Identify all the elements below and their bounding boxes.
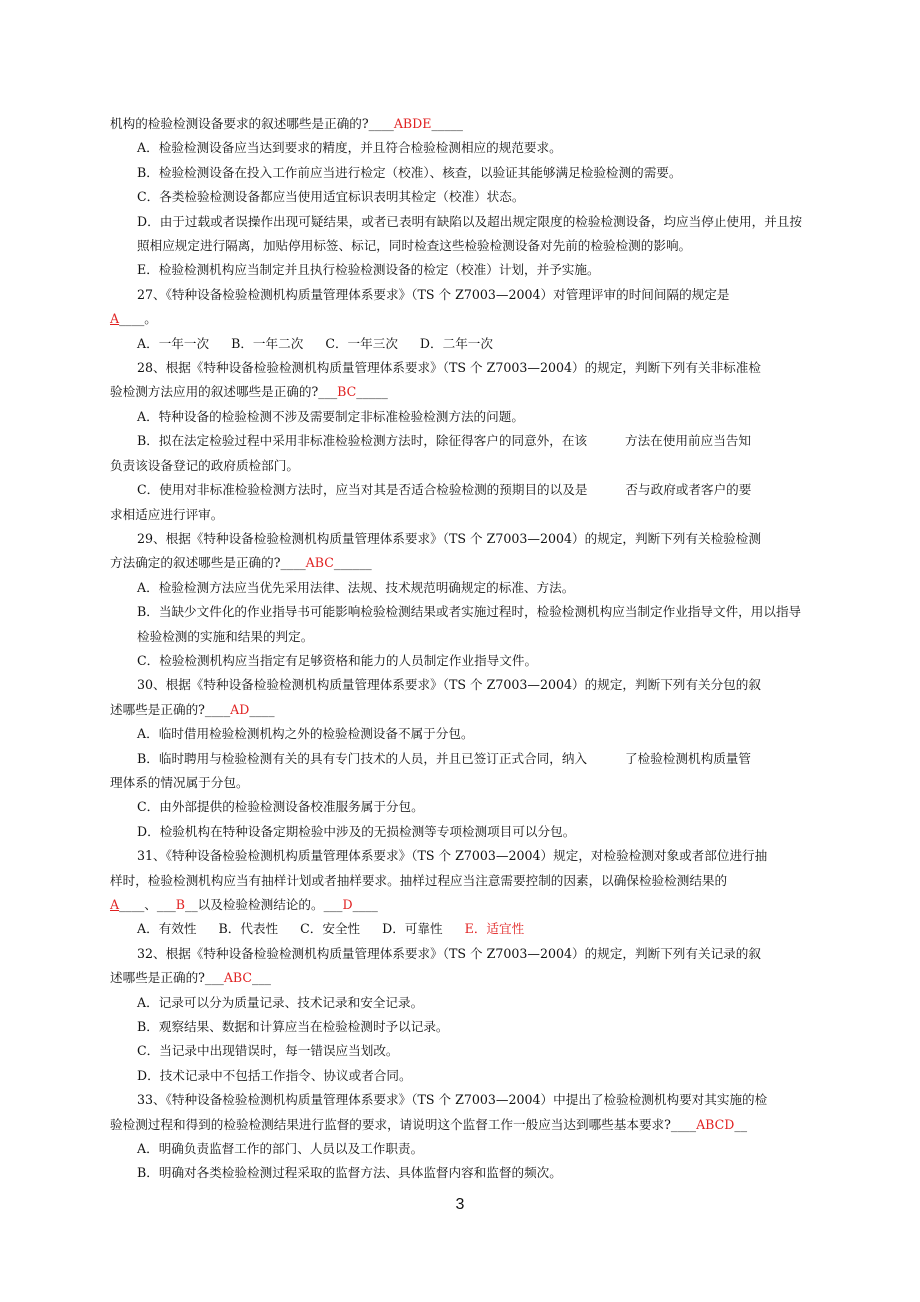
question-33-stem-line2: 验检测过程和得到的检验检测结果进行监督的要求，请说明这个监督工作一般应当达到哪些基本要求?____ABCD__ [110, 1116, 747, 1132]
question-26-option-b: B．检验检测设备在投入工作前应当进行检定（校准）、核查，以验证其能够满足检验检测的需要。 [137, 164, 682, 180]
question-27-answer: A [110, 311, 120, 327]
question-28-option-c-line1: C．使用对非标准检验检测方法时，应当对其是否适合检验检测的预期目的以及是 否与政府或者客户的要 [137, 482, 752, 498]
question-32-option-c: C．当记录中出现错误时，每一错误应当划改。 [137, 1043, 399, 1059]
question-32-answer: ABC [223, 970, 253, 986]
question-29-stem-line1: 29、根据《特种设备检验检测机构质量管理体系要求》（TS 个 Z7003—2004）的规定，判断下列有关检验检测 [137, 530, 761, 546]
question-27-stem: 27、《特种设备检验检测机构质量管理体系要求》（TS 个 Z7003—2004）对管理评审的时间间隔的规定是 [137, 286, 730, 302]
question-30-option-d: D．检验机构在特种设备定期检验中涉及的无损检测等专项检测项目可以分包。 [137, 823, 576, 839]
question-30-stem-line1: 30、根据《特种设备检验检测机构质量管理体系要求》（TS 个 Z7003—2004）的规定，判断下列有关分包的叙 [137, 677, 761, 693]
question-30-stem-line2: 述哪些是正确的?____AD____ [110, 701, 275, 717]
question-31-answer-2: B [175, 897, 186, 912]
question-29-option-c: C．检验检测机构应当指定有足够资格和能力的人员制定作业指导文件。 [137, 652, 538, 668]
question-28-option-a: A．特种设备的检验检测不涉及需要制定非标准检验检测方法的问题。 [137, 408, 524, 424]
question-32-option-b: B．观察结果、数据和计算应当在检验检测时予以记录。 [137, 1019, 449, 1035]
question-30-option-b-line2: 理体系的情况属于分包。 [110, 774, 249, 790]
question-26-option-a: A．检验检测设备应当达到要求的精度，并且符合检验检测相应的规范要求。 [137, 140, 562, 156]
question-30-option-c: C．由外部提供的检验检测设备校准服务属于分包。 [137, 799, 424, 815]
question-29-answer: ABC [305, 555, 334, 571]
document-body [110, 112, 810, 1186]
question-31-answer-line: A____、___B__以及检验检测结论的。___D____ [110, 897, 378, 912]
question-30-option-a: A．临时借用检验检测机构之外的检验检测设备不属于分包。 [137, 726, 474, 742]
question-28-option-c-line2: 求相适应进行评审。 [110, 506, 224, 522]
question-31-answer-1: A [110, 897, 120, 912]
question-29-option-b: B．当缺少文件化的作业指导书可能影响检验检测结果或者实施过程时，检验检测机构应当制定作业指导文件，用以指导检验检测的实施和结果的判定。 [137, 604, 802, 644]
question-33-option-b: B．明确对各类检验检测过程采取的监督方法、具体监督内容和监督的频次。 [137, 1165, 562, 1181]
question-26-stem: 机构的检验检测设备要求的叙述哪些是正确的?____ABDE_____ [110, 116, 463, 131]
question-30-option-b-line1: B．临时聘用与检验检测有关的具有专门技术的人员，并且已签订正式合同，纳入 了检验检测机构质量管 [137, 750, 751, 766]
question-32-option-d: D．技术记录中不包括工作指令、协议或者合同。 [137, 1067, 412, 1083]
question-33-answer: ABCD [696, 1116, 735, 1132]
question-28-option-b-line1: B．拟在法定检验过程中采用非标准检验检测方法时，除征得客户的同意外，在该 方法在使用前应当告知 [137, 433, 751, 449]
question-33-option-a: A．明确负责监督工作的部门、人员以及工作职责。 [137, 1141, 424, 1157]
question-28-stem-line1: 28、根据《特种设备检验检测机构质量管理体系要求》（TS 个 Z7003—2004）的规定，判断下列有关非标准检 [137, 360, 761, 376]
question-26-option-d: D．由于过载或者误操作出现可疑结果，或者已表明有缺陷以及超出规定限度的检验检测设备，均应当停止使用，并且按照相应规定进行隔离，加贴停用标签、标记，同时检查这些检验检测设备对先前的检验检测的影响。 [137, 213, 802, 254]
question-31-stem-line2: 样时，检验检测机构应当有抽样计划或者抽样要求。抽样过程应当注意需要控制的因素，以确保检验检测结果的 [110, 872, 728, 888]
question-33-stem-line1: 33、《特种设备检验检测机构质量管理体系要求》（TS 个 Z7003—2004）中提出了检验检测机构要对其实施的检 [137, 1092, 768, 1108]
question-26-option-e: E．检验检测机构应当制定并且执行检验检测设备的检定（校准）计划，并予实施。 [137, 262, 600, 278]
question-26-answer: ABDE [393, 116, 432, 131]
question-26-option-c: C．各类检验检测设备都应当使用适宜标识表明其检定（校准）状态。 [137, 189, 525, 205]
question-28-stem-line2: 验检测方法应用的叙述哪些是正确的?___BC_____ [110, 384, 388, 400]
question-28-option-b-line2: 负责该设备登记的政府质检部门。 [110, 457, 299, 473]
question-29-option-a: A．检验检测方法应当优先采用法律、法规、技术规范明确规定的标准、方法。 [137, 579, 575, 595]
question-32-stem-line1: 32、根据《特种设备检验检测机构质量管理体系要求》（TS 个 Z7003—2004）的规定，判断下列有关记录的叙 [137, 945, 761, 961]
question-29-stem-line2: 方法确定的叙述哪些是正确的?____ABC______ [110, 555, 372, 571]
question-28-answer: BC [337, 384, 357, 400]
question-31-answer-3: D [342, 897, 353, 912]
question-31-options: A．有效性 B．代表性 C．安全性 D．可靠性 E．适宜性 [137, 921, 525, 937]
question-32-stem-line2: 述哪些是正确的?___ABC___ [110, 970, 271, 986]
question-27-answer-line: A____。 [110, 311, 157, 327]
question-27-options: A．一年一次 B．一年二次 C．一年三次 D．二年一次 [137, 335, 493, 351]
question-30-answer: AD [230, 701, 250, 717]
question-31-stem-line1: 31、《特种设备检验检测机构质量管理体系要求》（TS 个 Z7003—2004）规定，对检验检测对象或者部位进行抽 [137, 848, 768, 864]
page-number: 3 [455, 1196, 465, 1213]
question-32-option-a: A．记录可以分为质量记录、技术记录和安全记录。 [137, 994, 424, 1010]
